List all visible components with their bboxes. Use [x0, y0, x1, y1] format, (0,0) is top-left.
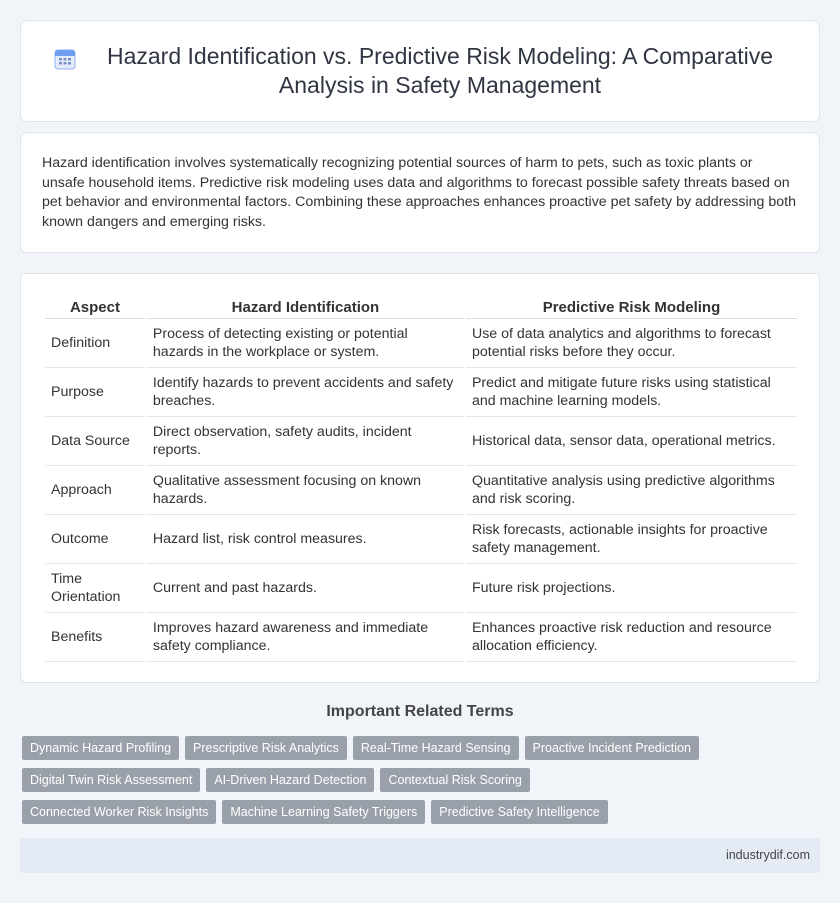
predictive-cell: Historical data, sensor data, operational metrics. [466, 417, 797, 466]
predictive-cell: Predict and mitigate future risks using statistical and machine learning models. [466, 368, 797, 417]
predictive-cell: Risk forecasts, actionable insights for proactive safety management. [466, 515, 797, 564]
hazard-cell: Current and past hazards. [147, 564, 464, 613]
related-term-tag[interactable]: Dynamic Hazard Profiling [22, 736, 179, 760]
aspect-cell: Purpose [45, 368, 145, 417]
aspect-cell: Data Source [45, 417, 145, 466]
header-hazard-identification: Hazard Identification [147, 296, 464, 319]
related-term-tag[interactable]: Machine Learning Safety Triggers [222, 800, 425, 824]
predictive-cell: Future risk projections. [466, 564, 797, 613]
related-term-tag[interactable]: AI-Driven Hazard Detection [206, 768, 374, 792]
related-terms-heading: Important Related Terms [326, 703, 514, 720]
aspect-cell: Time Orientation [45, 564, 145, 613]
aspect-cell: Benefits [45, 613, 145, 662]
table-row [45, 564, 797, 613]
footer [20, 838, 820, 873]
hazard-cell: Process of detecting existing or potential hazards in the workplace or system. [147, 319, 464, 368]
table-row [45, 613, 797, 662]
intro-card [20, 132, 820, 253]
related-term-tag[interactable]: Predictive Safety Intelligence [431, 800, 608, 824]
header-aspect: Aspect [45, 296, 145, 319]
page-title: Hazard Identification vs. Predictive Risk Modeling: A Comparative Analysis in Safety Management [106, 43, 774, 98]
related-terms-list [22, 736, 722, 824]
table-row [45, 368, 797, 417]
aspect-cell: Outcome [45, 515, 145, 564]
related-term-tag[interactable]: Real-Time Hazard Sensing [353, 736, 519, 760]
aspect-cell: Definition [45, 319, 145, 368]
related-term-tag[interactable]: Proactive Incident Prediction [525, 736, 699, 760]
hazard-cell: Improves hazard awareness and immediate safety compliance. [147, 613, 464, 662]
footer-site-link[interactable]: industrydif.com [725, 848, 810, 862]
hazard-cell: Qualitative assessment focusing on known hazards. [147, 466, 464, 515]
hazard-cell: Hazard list, risk control measures. [147, 515, 464, 564]
related-term-tag[interactable]: Prescriptive Risk Analytics [185, 736, 347, 760]
related-term-tag[interactable]: Contextual Risk Scoring [380, 768, 529, 792]
related-term-tag[interactable]: Digital Twin Risk Assessment [22, 768, 200, 792]
comparison-table [43, 296, 799, 662]
header-predictive-risk-modeling: Predictive Risk Modeling [466, 296, 797, 319]
predictive-cell: Use of data analytics and algorithms to forecast potential risks before they occur. [466, 319, 797, 368]
related-term-tag[interactable]: Connected Worker Risk Insights [22, 800, 216, 824]
title-card [20, 20, 820, 122]
table-row [45, 319, 797, 368]
predictive-cell: Quantitative analysis using predictive algorithms and risk scoring. [466, 466, 797, 515]
table-row [45, 466, 797, 515]
intro-paragraph: Hazard identification involves systematically recognizing potential sources of harm to pets, such as toxic plants or unsafe household items. Predictive risk modeling uses data and algorithms to forecast possible safety threats based on pet behavior and environmental factors. Combining these approaches enhances proactive pet safety by addressing both known dangers and emerging risks. [42, 155, 796, 230]
table-row [45, 515, 797, 564]
predictive-cell: Enhances proactive risk reduction and resource allocation efficiency. [466, 613, 797, 662]
table-row [45, 417, 797, 466]
comparison-card [20, 273, 820, 683]
aspect-cell: Approach [45, 466, 145, 515]
hazard-cell: Identify hazards to prevent accidents and safety breaches. [147, 368, 464, 417]
hazard-cell: Direct observation, safety audits, incident reports. [147, 417, 464, 466]
table-header-row [45, 296, 797, 319]
